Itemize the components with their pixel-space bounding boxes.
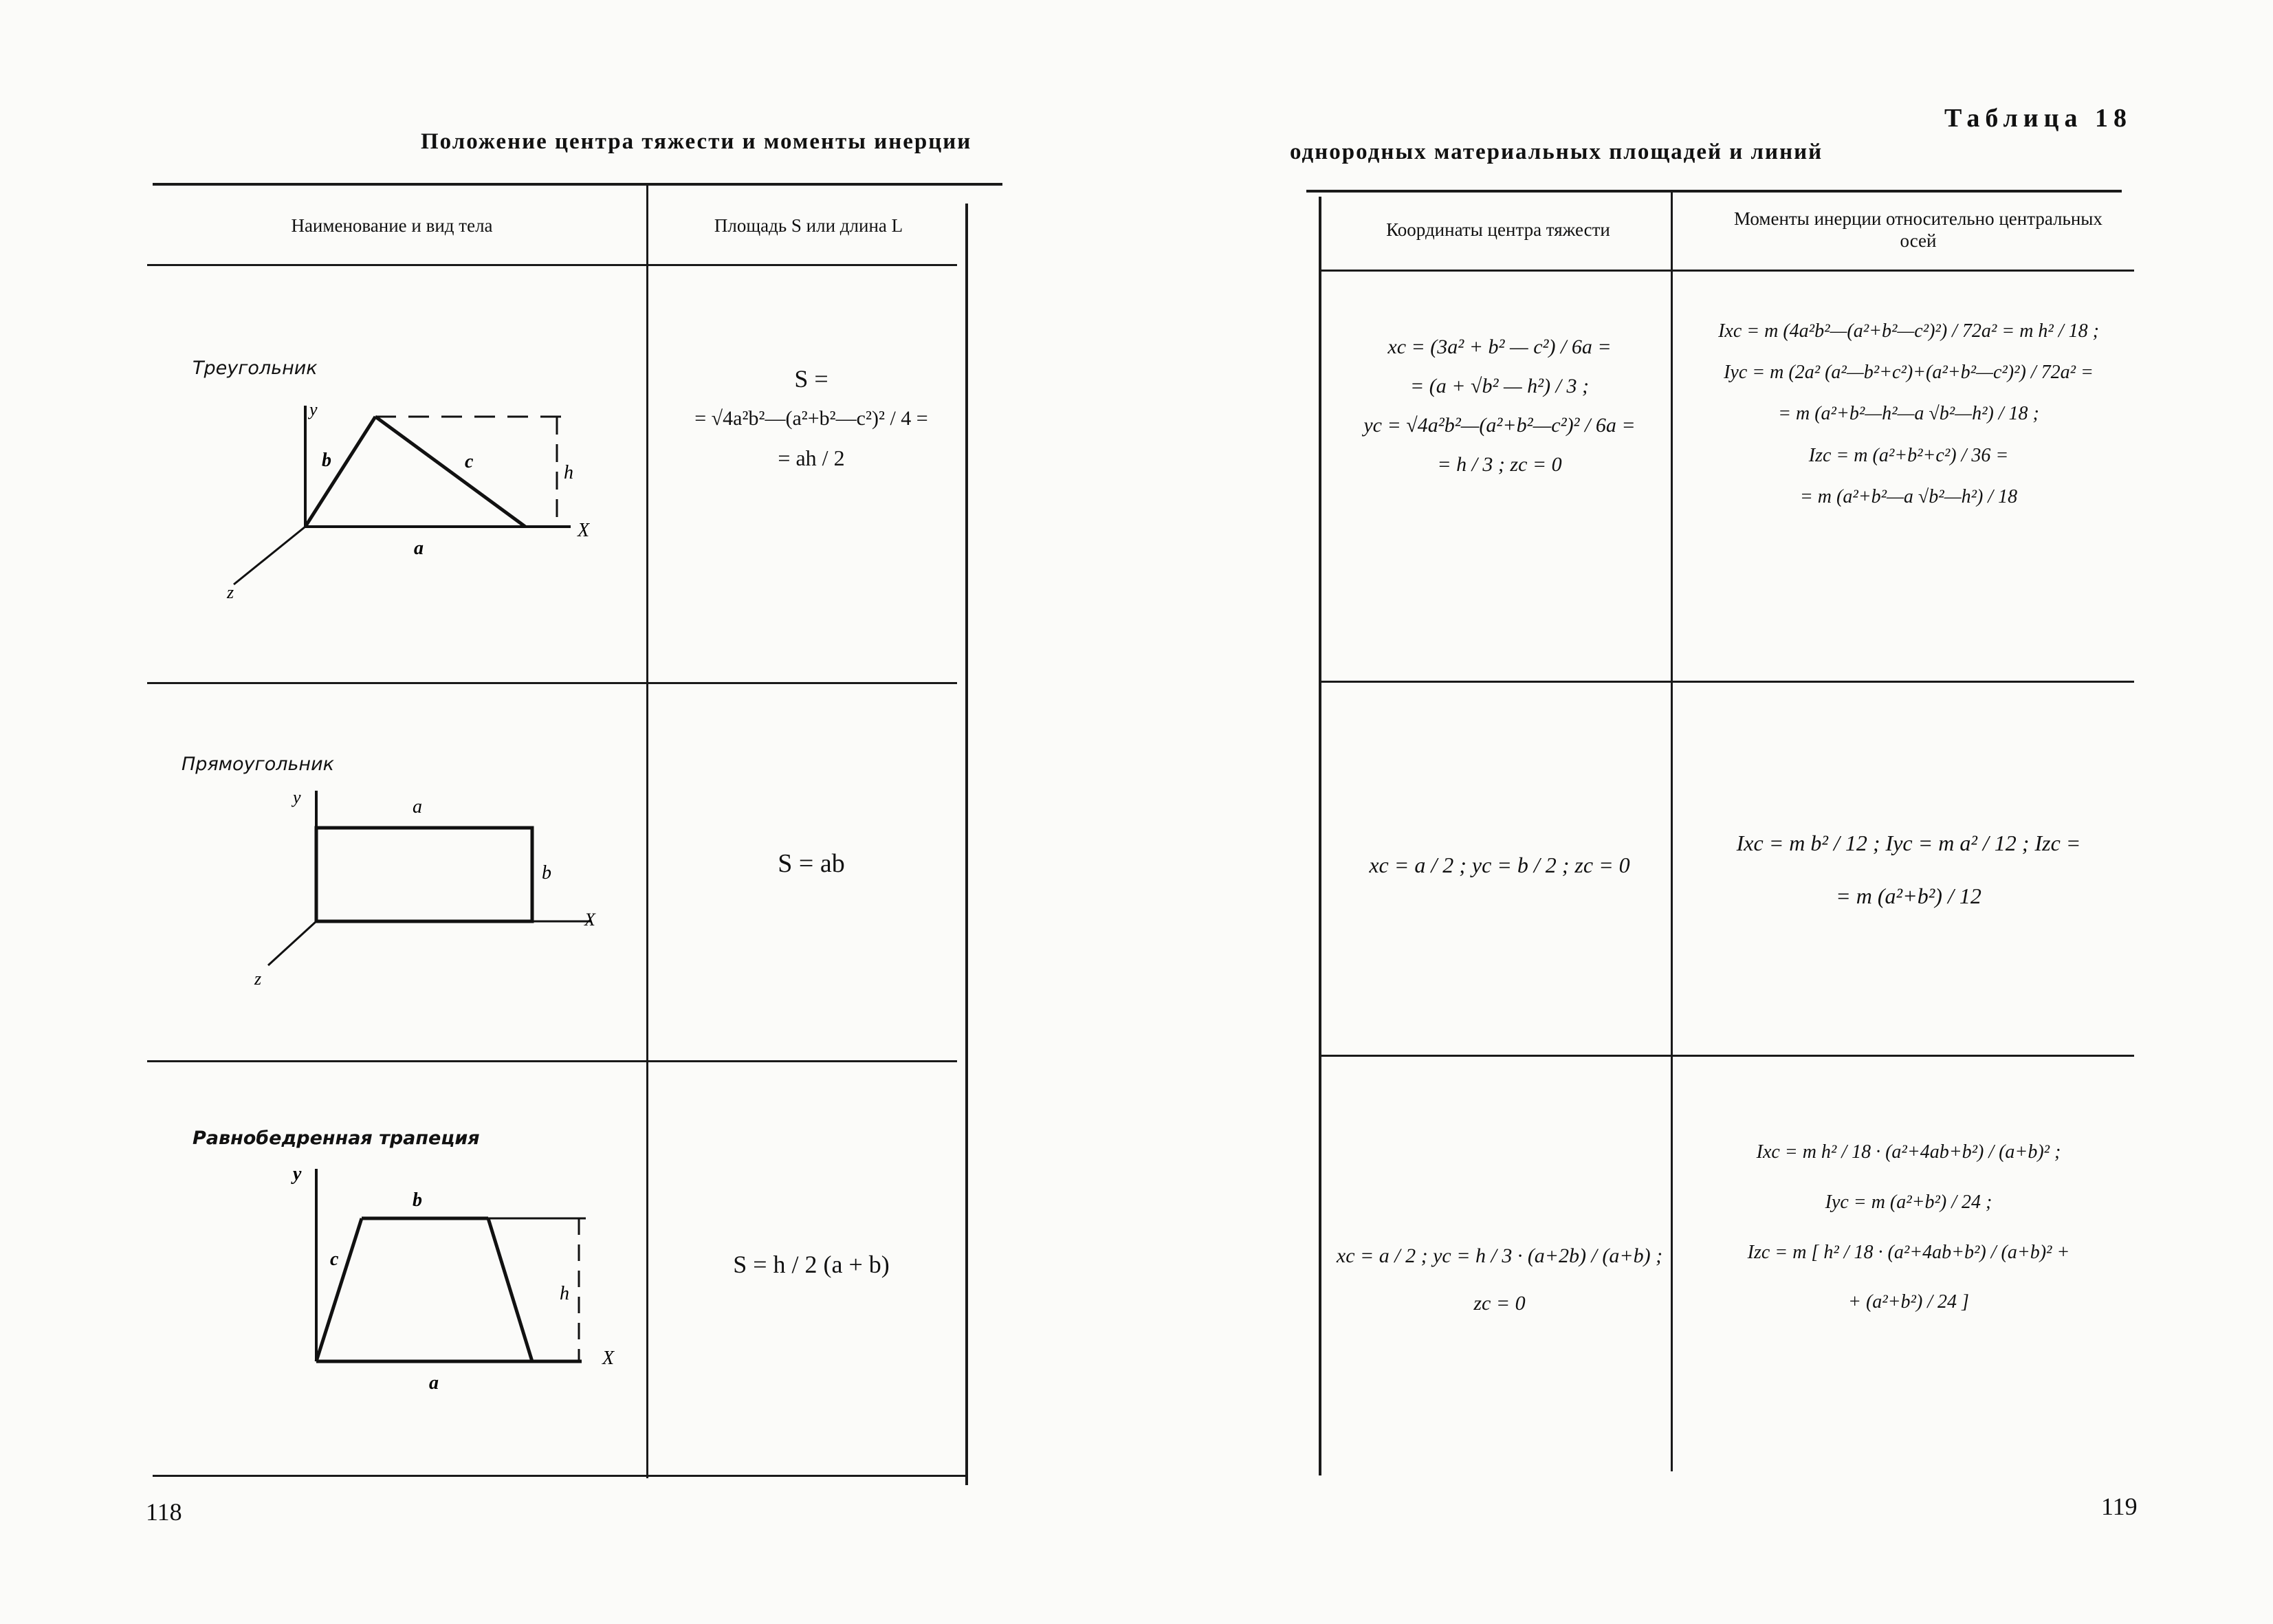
column-header-inertia: Моменты инерции относительно центральных осей [1734,208,2102,252]
right-table-top-rule [1306,190,2122,193]
triangle-label-b: b [322,450,331,471]
right-row1-bottom-rule [1319,681,2134,683]
left-table-bottom-rule [153,1475,968,1477]
trapezoid-inertia-formula: Ixc = m h² / 18 · (a²+4ab+b²) / (a+b)² ; Iyc = m (a²+b²) / 24 ; Izc = m [ h² / 18 · (a²+4ab+b²) / (a+b)² + + (a²+b²) / 24 ] [1747,1141,2070,1313]
triangle-diagram [206,392,633,605]
left-table-top-rule [153,183,1002,186]
triangle-area-formula: S = = √4a²b²—(a²+b²—c²)² / 4 = = ah / 2 [694,365,928,470]
shape-name-rectangle: Прямоугольник [182,754,334,775]
rectangle-area-formula: S = ab [778,849,845,878]
trapezoid-label-h: h [560,1283,569,1304]
trapezoid-centroid-formula: xc = a / 2 ; yc = h / 3 · (a+2b) / (a+b) ; zc = 0 [1336,1244,1663,1315]
left-page-right-edge [965,204,968,1485]
triangle-label-y: y [309,399,318,419]
left-page-title: Положение центра тяжести и моменты инерции [421,129,972,154]
trapezoid-diagram [275,1155,633,1403]
triangle-inertia-formula: Ixc = m (4a²b²—(a²+b²—c²)²) / 72a² = m h² / 18 ; Iyc = m (2a² (a²—b²+c²)+(a²+b²—c²)²) / 72a² = = m (a²+b²—h²—a √b²—h²) / 18 ; Izc = m (a²+b²+c²) / 36 = = m (a²+b²—a √b²—h²) / 18 [1718,320,2099,507]
rectangle-label-x: X [584,910,595,930]
triangle-centroid-formula: xc = (3a² + b² — c²) / 6a = = (a + √b² — h²) / 3 ; yc = √4a²b²—(a²+b²—c²)² / 6a = = h / 3 ; zc = 0 [1363,336,1636,476]
rectangle-label-b: b [542,862,551,884]
rectangle-centroid-formula: xc = a / 2 ; yc = b / 2 ; zc = 0 [1369,853,1630,877]
trapezoid-label-x: X [602,1348,615,1369]
right-header-bottom-rule [1319,270,2134,272]
rectangle-diagram [248,781,619,987]
rectangle-label-a: a [413,796,422,818]
triangle-label-h: h [564,462,573,483]
left-col-divider [646,186,648,1478]
left-row2-bottom-rule [147,1060,957,1062]
shape-name-trapezoid: Равнобедренная трапеция [193,1128,480,1149]
left-row1-bottom-rule [147,682,957,684]
trapezoid-label-a: a [429,1372,439,1394]
shape-name-triangle: Треугольник [193,358,318,379]
rectangle-label-y: y [293,787,301,807]
page-number-right: 119 [2101,1493,2138,1520]
rectangle-inertia-formula: Ixc = m b² / 12 ; Iyc = m a² / 12 ; Izc = = m (a²+b²) / 12 [1736,831,2081,908]
triangle-label-a: a [414,538,424,559]
triangle-label-c: c [465,451,474,472]
right-row2-bottom-rule [1319,1055,2134,1057]
column-header-centroid: Координаты центра тяжести [1386,219,1610,240]
table-label: Таблица 18 [1944,104,2133,133]
right-page-left-edge [1319,197,1321,1475]
page-number-left: 118 [146,1498,182,1526]
column-header-area: Площадь S или длина L [714,215,903,236]
trapezoid-label-b: b [413,1189,422,1211]
left-header-bottom-rule [147,264,957,266]
right-page-title: однородных материальных площадей и линий [1290,140,1823,164]
column-header-name: Наименование и вид тела [291,215,493,236]
triangle-label-x: X [578,520,590,541]
trapezoid-area-formula: S = h / 2 (a + b) [733,1251,890,1278]
trapezoid-label-y: y [293,1163,302,1185]
triangle-label-z: z [227,582,234,602]
right-col-divider [1671,193,1673,1471]
rectangle-label-z: z [254,969,262,987]
trapezoid-label-c: c [330,1249,339,1270]
